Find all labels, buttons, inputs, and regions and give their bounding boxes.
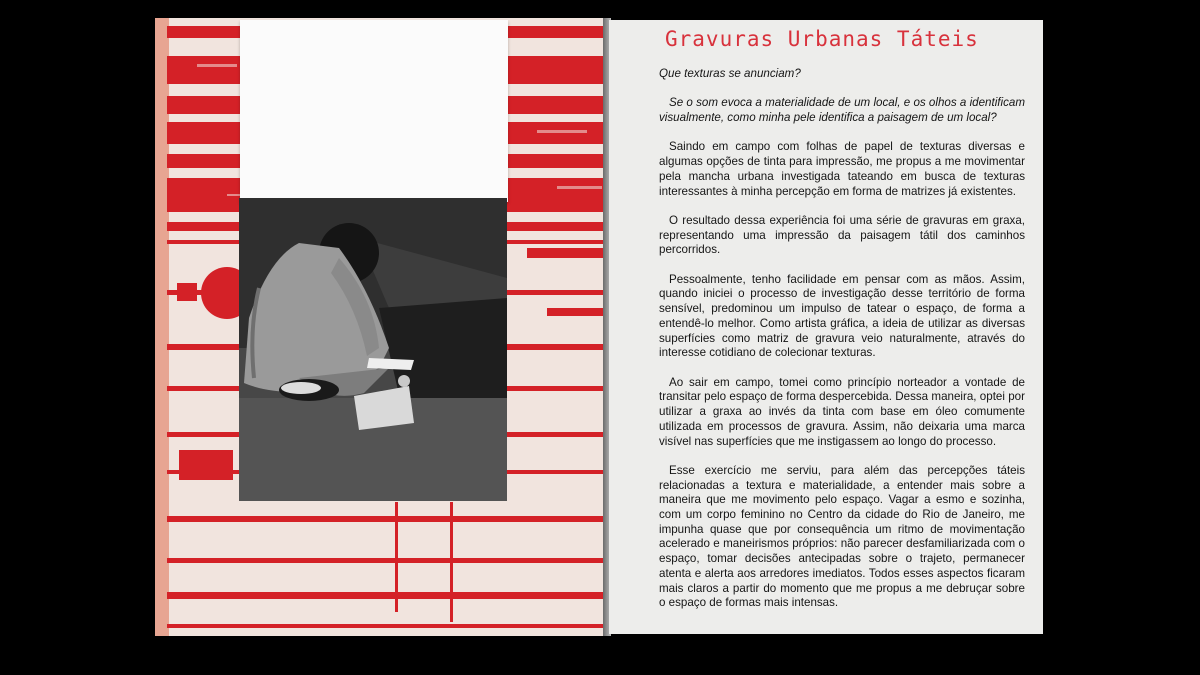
paragraph: Ao sair em campo, tomei como princípio norteador a vontade de transitar pelo espaço de forma despercebida. Dessa maneira, optei por utilizar a graxa ao invés da tinta com base em óleo comumente utilizada em processos de gravura. Assim, não deixaria uma marca visível nas superfícies que me instigassem ao longo do processo. [659, 375, 1025, 448]
photo-person-making-rubbing [239, 198, 507, 501]
paragraph: Saindo em campo com folhas de papel de texturas diversas e algumas opções de tinta para impressão, me propus a me movimentar pela mancha urbana investigada tateando em busca de texturas interessantes à minha percepção em forma de matrizes já existentes. [659, 140, 1025, 198]
book-spread [155, 18, 1043, 636]
question-heading: Que texturas se anunciam? [659, 67, 801, 80]
question-paragraph: Se o som evoca a materialidade de um local, e os olhos a identificam visualmente, como minha pele identifica a paisagem de um local? [659, 96, 1025, 125]
paragraph: Esse exercício me serviu, para além das percepções táteis relacionadas a textura e materialidade, a entender mais sobre a maneira que me movimento pelo espaço. Vagar a esmo e sozinha, com um corpo feminino no Centro da cidade do Rio de Janeiro, me impunha quase que por consequência um ritmo de movimentação acelerado e maneirismos próprios: não parecer desfamiliarizada com o espaço, tomar decisões antecipadas sobre o trajeto, permanecer atenta e alerta aos arredores imediatos. Todos esses aspectos ficaram mais claros a partir do momento que me propus a me debruçar sobre o espaço de formas mais intensas. [659, 463, 1025, 610]
paragraph: Pessoalmente, tenho facilidade em pensar com as mãos. Assim, quando iniciei o processo de investigação desse território de forma sensível, predominou um impulso de tatear o espaço, de forma a entendê-lo melhor. Como artista gráfica, a ideia de utilizar as diversas superfícies como matriz de gravura veio naturalmente, através do interesse cotidiano de colecionar texturas. [659, 272, 1025, 360]
right-page [609, 20, 1043, 634]
photo-image [239, 198, 507, 501]
paragraph: O resultado dessa experiência foi uma série de gravuras em graxa, representando uma impressão da paisagem tátil dos caminhos percorridos. [659, 213, 1025, 257]
paper-note [240, 20, 508, 202]
left-page [155, 18, 605, 636]
body-text [659, 67, 1025, 626]
page-title: Gravuras Urbanas Táteis [665, 27, 979, 51]
